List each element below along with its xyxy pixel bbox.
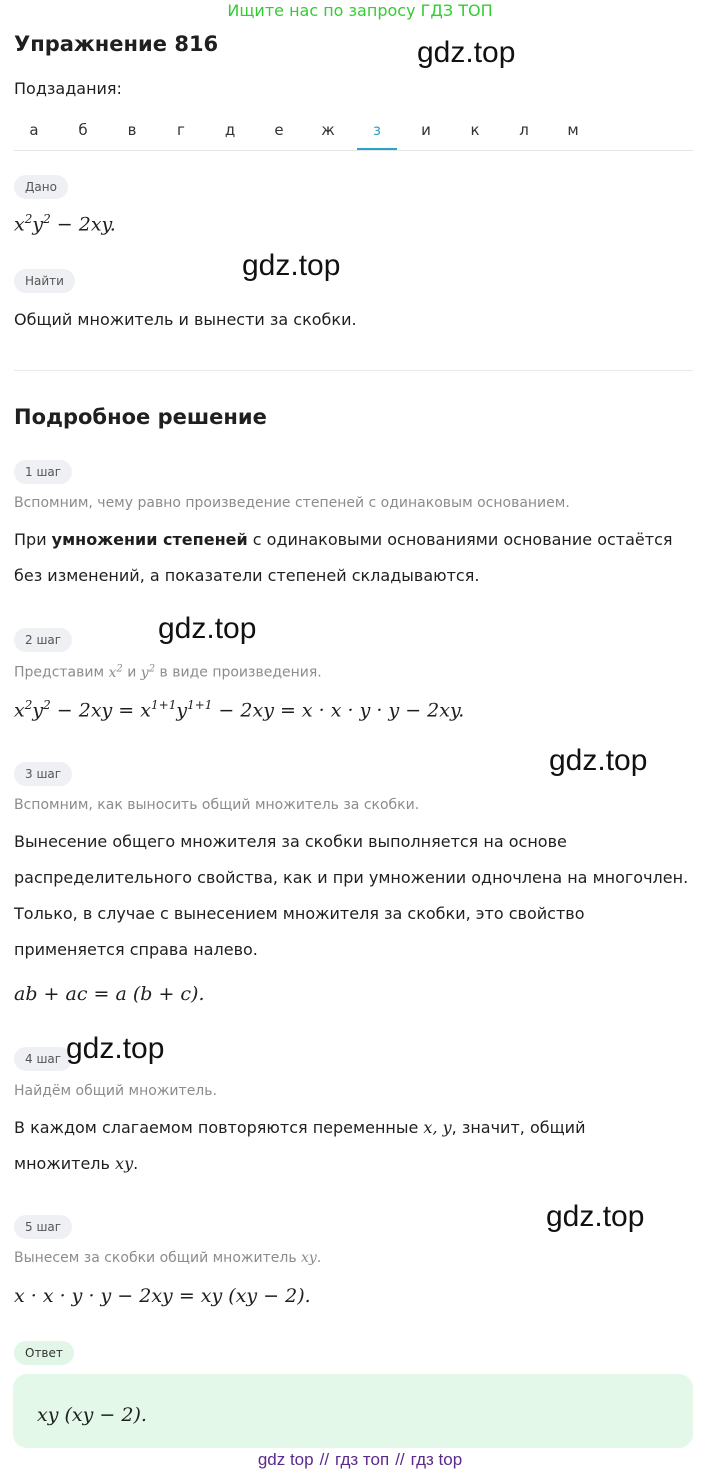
step-3-badge [14, 762, 72, 786]
subtask-tab[interactable]: е [274, 121, 284, 139]
footer-link[interactable]: gdz top [257, 1450, 314, 1469]
subtask-tab[interactable]: ж [321, 121, 335, 139]
step-3-hint: Вспомним, как выносить общий множитель за скобки. [14, 797, 420, 813]
step-5-hint-xy: xy [301, 1250, 317, 1266]
subtask-tab[interactable]: з [357, 112, 397, 150]
subtask-tab[interactable]: б [78, 121, 88, 139]
step-2-hint-part: в виде произведения. [155, 664, 322, 681]
subtask-tabs [14, 112, 693, 151]
given-badge-label: Дано [14, 175, 68, 199]
step-badge-label: 1 шаг [14, 460, 72, 484]
answer-box [13, 1374, 693, 1448]
step-2-hint-y: $y^2$ [140, 663, 156, 681]
find-badge [14, 269, 75, 293]
step-4-text-part: . [133, 1154, 139, 1173]
answer-badge-label: Ответ [14, 1341, 74, 1365]
step-4-text-part: множитель [14, 1154, 116, 1173]
subtask-tab[interactable]: к [470, 121, 480, 139]
footer-links [0, 1448, 720, 1472]
step-2-hint [14, 663, 322, 681]
step-3-line: применяется справа налево. [14, 940, 258, 959]
step-1-badge [14, 460, 72, 484]
answer-badge [14, 1341, 74, 1365]
exercise-title: Упражнение 816 [14, 32, 219, 56]
step-1-text-part: с одинаковыми основаниями основание остаётся [247, 530, 673, 549]
step-badge-label: 3 шаг [14, 762, 72, 786]
find-badge-label: Найти [14, 269, 75, 293]
watermark: gdz.top [158, 612, 257, 645]
watermark: gdz.top [66, 1032, 165, 1065]
step-4-text-part: В каждом слагаемом повторяются переменные [14, 1118, 424, 1137]
search-banner: Ищите нас по запросу ГДЗ ТОП [227, 1, 493, 20]
step-5-hint-part: . [316, 1250, 322, 1266]
footer-link[interactable]: гдз top [410, 1450, 463, 1469]
watermark: gdz.top [546, 1200, 645, 1233]
step-5-badge [14, 1215, 72, 1239]
subtask-tab[interactable]: а [29, 121, 39, 139]
step-1-text-line2: без изменений, а показатели степеней складываются. [14, 566, 480, 585]
step-1-bold-term: умножении степеней [51, 530, 248, 549]
subtask-tab[interactable]: в [127, 121, 137, 139]
given-expression: $x^2y^2 - 2xy$. [14, 212, 116, 236]
watermark: gdz.top [549, 744, 648, 777]
step-2-hint-x: $x^2$ [108, 663, 123, 681]
step-4-hint: Найдём общий множитель. [14, 1083, 217, 1099]
step-2-badge [14, 628, 72, 652]
step-1-hint: Вспомним, чему равно произведение степеней с одинаковым основанием. [14, 495, 570, 511]
subtask-tab[interactable]: л [519, 121, 529, 139]
step-5-hint-part: Вынесем за скобки общий множитель [14, 1250, 302, 1266]
watermark: gdz.top [242, 249, 341, 282]
given-badge [14, 175, 68, 199]
footer-separator: // [319, 1450, 330, 1469]
step-5-expression: x · x · y · y − 2xy = xy (xy − 2). [14, 1285, 311, 1307]
find-text: Общий множитель и вынести за скобки. [14, 310, 357, 329]
step-2-hint-part: и [122, 664, 141, 681]
step-5-hint [14, 1250, 321, 1266]
footer-link[interactable]: гдз топ [335, 1450, 390, 1469]
subtasks-label: Подзадания: [14, 79, 122, 98]
subtask-tab[interactable]: д [224, 121, 236, 139]
answer-expression: xy (xy − 2). [37, 1404, 147, 1426]
subtask-tab[interactable]: и [421, 121, 431, 139]
step-1-text-part: При [14, 530, 52, 549]
step-2-expression: $x^2y^2 - 2xy = x^{1+1}y^{1+1} - 2xy = x \cdot x \cdot y \cdot y - 2xy$. [14, 698, 465, 722]
divider [14, 370, 693, 371]
step-4-text [14, 1110, 714, 1182]
footer-separator: // [395, 1450, 405, 1469]
step-3-expression: ab + ac = a (b + c). [14, 983, 205, 1005]
step-4-text-part: , значит, общий [451, 1118, 586, 1137]
step-1-text [14, 522, 704, 594]
step-4-badge [14, 1047, 72, 1071]
solution-title: Подробное решение [14, 405, 267, 429]
step-2-hint-part: Представим [14, 664, 109, 681]
step-badge-label: 5 шаг [14, 1215, 72, 1239]
watermark: gdz.top [417, 36, 516, 69]
subtask-tab[interactable]: м [567, 121, 579, 139]
subtask-tab[interactable]: г [177, 121, 185, 139]
step-3-text [14, 824, 714, 968]
step-3-line: Вынесение общего множителя за скобки выполняется на основе [14, 832, 567, 851]
step-4-xy: xy [115, 1154, 134, 1173]
step-badge-label: 4 шаг [14, 1047, 72, 1071]
step-3-line: распределительного свойства, как и при умножении одночлена на многочлен. [14, 868, 689, 887]
step-badge-label: 2 шаг [14, 628, 72, 652]
step-3-line: Только, в случае с вынесением множителя за скобки, это свойство [14, 904, 585, 923]
step-4-vars: x, y [423, 1118, 452, 1137]
